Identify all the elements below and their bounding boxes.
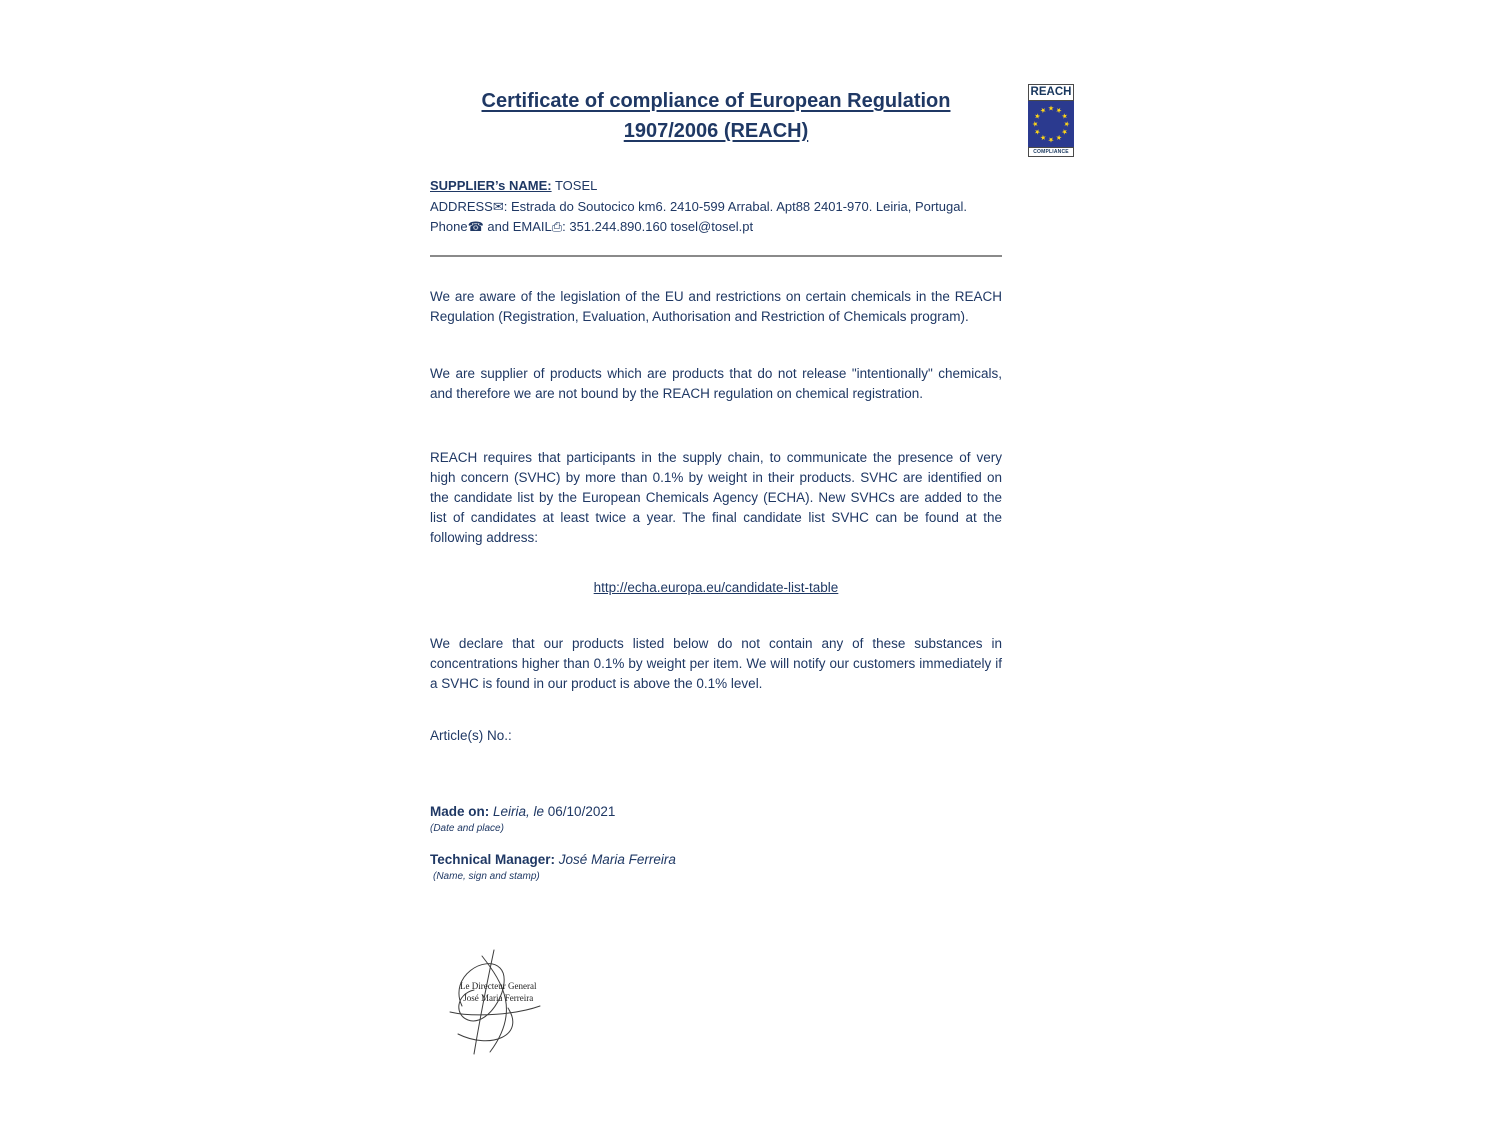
paragraph-declaration: We declare that our products listed below do not contain any of these substances in concentrations higher than 0.1% by weight per item. We will notify our customers immediately if a SVHC is found in our product is above the 0.1% level.	[430, 635, 1002, 691]
divider	[430, 255, 1002, 257]
supplier-block	[430, 176, 1002, 238]
paragraph-reach-requirements: REACH requires that participants in the supply chain, to communicate the presence of very high concern (SVHC) by more than 0.1% by weight in their products. SVHC are identified on the candidate list by the European Chemicals Agency (ECHA). New SVHCs are added to the list of candidates at least twice a year. The final candidate list SVHC can be found at the following address:	[430, 449, 1002, 545]
compliance-label: COMPLIANCE	[1028, 147, 1074, 157]
supplier-name-value: TOSEL	[551, 178, 598, 193]
supplier-phone-label: Phone☎ and EMAIL⎙:	[430, 219, 566, 234]
title-line-2: 1907/2006 (REACH)	[623, 120, 809, 142]
reach-compliance-logo	[1028, 84, 1074, 157]
page-title	[430, 86, 1002, 146]
declaration-text	[430, 287, 1002, 746]
name-sign-stamp-note: (Name, sign and stamp)	[433, 870, 540, 882]
document-body	[430, 86, 1002, 884]
candidate-list-link[interactable]: http://echa.europa.eu/candidate-list-table	[593, 579, 839, 595]
made-on-line	[430, 802, 1002, 821]
stamp-line-2: José Maria Ferreira	[463, 993, 534, 1003]
supplier-phone-line	[430, 217, 1002, 238]
supplier-address-value: Estrada do Soutocico km6. 2410-599 Arrabal. Apt88 2401-970. Leiria, Portugal.	[507, 198, 967, 214]
article-number-label: Article(s) No.:	[430, 727, 512, 743]
title-line-1: Certificate of compliance of European Regulation	[481, 90, 951, 112]
supplier-address-line	[430, 197, 1002, 218]
made-on-label: Made on:	[430, 803, 490, 819]
candidate-list-link-row	[430, 578, 1002, 598]
supplier-phone-value: 351.244.890.160 tosel@tosel.pt	[565, 219, 754, 234]
manager-label: Technical Manager:	[430, 851, 556, 867]
paragraph-awareness: We are aware of the legislation of the EU and restrictions on certain chemicals in the REACH Regulation (Registration, Evaluation, Authorisation and Restriction of Chemicals program).	[430, 288, 1002, 324]
made-on-place: Leiria, le	[489, 803, 548, 819]
supplier-name-line	[430, 176, 1002, 197]
supplier-address-label: ADDRESS✉:	[430, 198, 508, 214]
supplier-name-label: SUPPLIER’s NAME:	[430, 178, 552, 193]
stamp-text	[460, 980, 536, 1004]
reach-logo-label: REACH	[1028, 84, 1074, 101]
signature-area	[428, 948, 578, 1058]
stamp-line-1: Le Directeur General	[460, 981, 537, 991]
manager-name: José Maria Ferreira	[555, 851, 676, 867]
technical-manager-line	[430, 850, 1002, 869]
made-on-date: 06/10/2021	[547, 803, 616, 819]
date-place-note: (Date and place)	[430, 822, 504, 834]
paragraph-supplier-statement: We are supplier of products which are products that do not release "intentionally" chemicals, and therefore we are not bound by the REACH regulation on chemical registration.	[430, 365, 1002, 401]
eu-flag-icon: ★ ★ ★ ★ ★ ★ ★ ★ ★ ★ ★ ★	[1028, 101, 1074, 147]
